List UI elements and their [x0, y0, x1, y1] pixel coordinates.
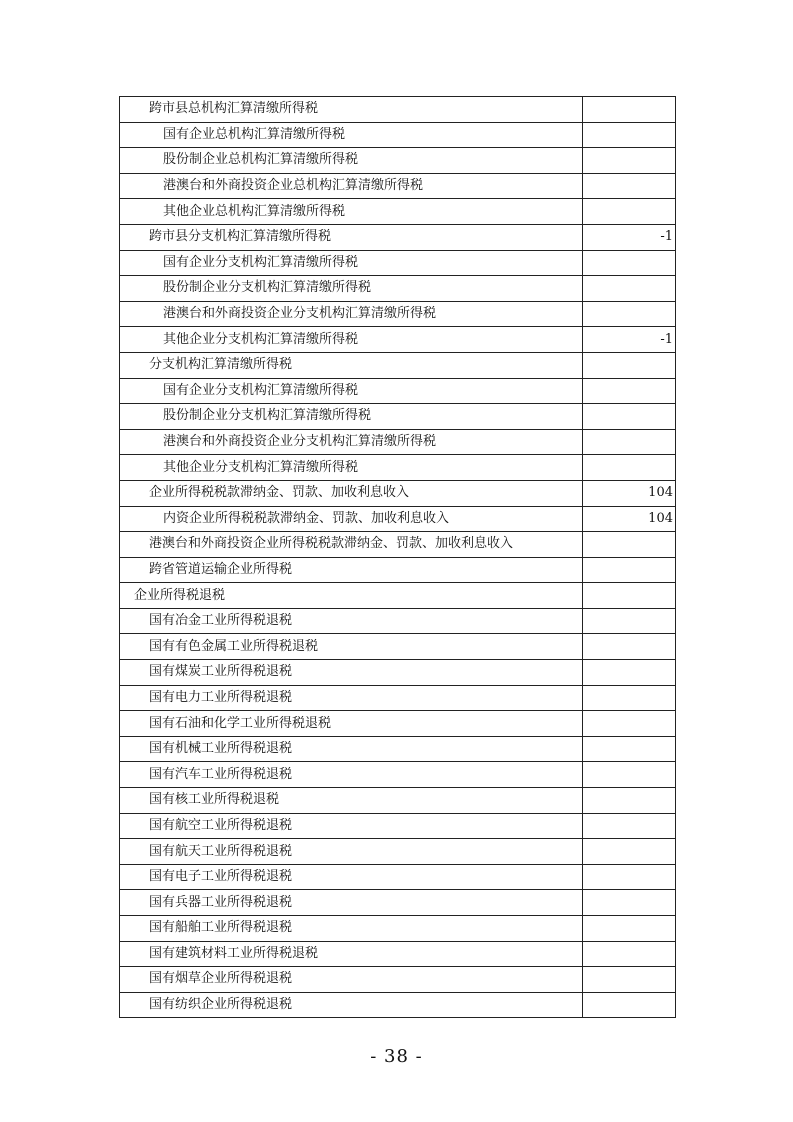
row-label: 国有汽车工业所得税退税	[149, 766, 293, 782]
row-value-cell	[583, 224, 676, 250]
row-label-cell	[120, 941, 583, 967]
row-value-cell	[583, 608, 676, 634]
table-row	[120, 429, 676, 455]
row-value-cell	[583, 967, 676, 993]
row-label-cell	[120, 916, 583, 942]
row-label: 分支机构汇算清缴所得税	[149, 357, 293, 373]
row-value-cell	[583, 839, 676, 865]
row-label-cell	[120, 967, 583, 993]
table-row	[120, 788, 676, 814]
row-value-cell	[583, 685, 676, 711]
table-row	[120, 864, 676, 890]
row-value: 104	[648, 485, 673, 501]
table-row	[120, 967, 676, 993]
row-value-cell	[583, 352, 676, 378]
row-label: 国有企业总机构汇算清缴所得税	[163, 126, 346, 142]
page-number: - 38 -	[370, 1046, 423, 1067]
row-label: 国有核工业所得税退税	[149, 792, 280, 808]
table-row	[120, 634, 676, 660]
row-label-cell	[120, 711, 583, 737]
row-label-cell	[120, 173, 583, 199]
row-value-cell	[583, 992, 676, 1018]
row-label: 港澳台和外商投资企业所得税税款滞纳金、罚款、加收利息收入	[149, 536, 514, 552]
row-label: 跨市县分支机构汇算清缴所得税	[149, 229, 332, 245]
table-row	[120, 557, 676, 583]
table-row	[120, 992, 676, 1018]
table-row	[120, 685, 676, 711]
table-row	[120, 532, 676, 558]
row-label: 企业所得税税款滞纳金、罚款、加收利息收入	[149, 485, 410, 501]
row-label: 跨市县总机构汇算清缴所得税	[149, 101, 319, 117]
row-label-cell	[120, 378, 583, 404]
table-row	[120, 199, 676, 225]
row-value-cell	[583, 557, 676, 583]
row-value-cell	[583, 941, 676, 967]
row-label-cell	[120, 122, 583, 148]
row-label: 跨省管道运输企业所得税	[149, 561, 293, 577]
row-label-cell	[120, 736, 583, 762]
row-value-cell	[583, 890, 676, 916]
row-label-cell	[120, 864, 583, 890]
row-label-cell	[120, 583, 583, 609]
row-value-cell	[583, 404, 676, 430]
table-row	[120, 224, 676, 250]
row-label-cell	[120, 327, 583, 353]
row-value-cell	[583, 276, 676, 302]
table-row	[120, 660, 676, 686]
row-label: 国有企业分支机构汇算清缴所得税	[163, 254, 359, 270]
table-row	[120, 480, 676, 506]
table-row	[120, 916, 676, 942]
row-label-cell	[120, 762, 583, 788]
row-label: 国有航空工业所得税退税	[149, 817, 293, 833]
row-value-cell	[583, 455, 676, 481]
budget-table	[119, 96, 676, 1018]
row-value: 104	[648, 510, 673, 526]
row-value-cell	[583, 864, 676, 890]
row-value-cell	[583, 506, 676, 532]
row-label-cell	[120, 148, 583, 174]
table-row	[120, 352, 676, 378]
table-row	[120, 250, 676, 276]
row-value-cell	[583, 429, 676, 455]
row-value-cell	[583, 97, 676, 123]
row-label: 国有有色金属工业所得税退税	[149, 638, 319, 654]
table-row	[120, 327, 676, 353]
row-label: 股份制企业分支机构汇算清缴所得税	[163, 408, 372, 424]
row-label: 国有烟草企业所得税退税	[149, 971, 293, 987]
row-label-cell	[120, 429, 583, 455]
row-value-cell	[583, 122, 676, 148]
table-row	[120, 890, 676, 916]
row-label: 内资企业所得税税款滞纳金、罚款、加收利息收入	[163, 510, 450, 526]
row-value-cell	[583, 736, 676, 762]
row-label: 国有石油和化学工业所得税退税	[149, 715, 332, 731]
table-row	[120, 404, 676, 430]
row-value-cell	[583, 788, 676, 814]
row-label-cell	[120, 276, 583, 302]
row-label: 国有建筑材料工业所得税退税	[149, 945, 319, 961]
table-row	[120, 301, 676, 327]
table-row	[120, 455, 676, 481]
row-label: 港澳台和外商投资企业分支机构汇算清缴所得税	[163, 434, 437, 450]
row-value-cell	[583, 148, 676, 174]
table-row	[120, 276, 676, 302]
row-label-cell	[120, 455, 583, 481]
row-value-cell	[583, 301, 676, 327]
row-label-cell	[120, 685, 583, 711]
row-value-cell	[583, 660, 676, 686]
row-label-cell	[120, 506, 583, 532]
table-row	[120, 941, 676, 967]
row-value-cell	[583, 327, 676, 353]
row-value: -1	[660, 229, 673, 245]
table-row	[120, 608, 676, 634]
table-row	[120, 736, 676, 762]
table-row	[120, 122, 676, 148]
row-value-cell	[583, 583, 676, 609]
row-label: 国有船舶工业所得税退税	[149, 920, 293, 936]
row-label: 港澳台和外商投资企业总机构汇算清缴所得税	[163, 178, 424, 194]
row-label-cell	[120, 813, 583, 839]
table-row	[120, 839, 676, 865]
row-label-cell	[120, 839, 583, 865]
row-value-cell	[583, 199, 676, 225]
row-label: 企业所得税退税	[134, 587, 226, 603]
table-row	[120, 762, 676, 788]
row-value-cell	[583, 378, 676, 404]
row-label-cell	[120, 608, 583, 634]
row-label: 其他企业分支机构汇算清缴所得税	[163, 459, 359, 475]
table-row	[120, 378, 676, 404]
row-value: -1	[660, 331, 673, 347]
row-label: 国有煤炭工业所得税退税	[149, 664, 293, 680]
row-value-cell	[583, 532, 676, 558]
row-label-cell	[120, 788, 583, 814]
row-value-cell	[583, 916, 676, 942]
table-row	[120, 813, 676, 839]
row-value-cell	[583, 173, 676, 199]
row-label: 国有兵器工业所得税退税	[149, 894, 293, 910]
row-label-cell	[120, 352, 583, 378]
table-row	[120, 97, 676, 123]
row-label-cell	[120, 301, 583, 327]
row-label: 股份制企业总机构汇算清缴所得税	[163, 152, 359, 168]
row-value-cell	[583, 762, 676, 788]
row-label: 其他企业分支机构汇算清缴所得税	[163, 331, 359, 347]
row-value-cell	[583, 634, 676, 660]
row-label: 其他企业总机构汇算清缴所得税	[163, 203, 346, 219]
row-value-cell	[583, 813, 676, 839]
row-label: 港澳台和外商投资企业分支机构汇算清缴所得税	[163, 306, 437, 322]
row-value-cell	[583, 711, 676, 737]
row-label-cell	[120, 97, 583, 123]
table-row	[120, 148, 676, 174]
table-row	[120, 506, 676, 532]
row-label-cell	[120, 660, 583, 686]
row-value-cell	[583, 480, 676, 506]
row-label-cell	[120, 199, 583, 225]
row-label: 股份制企业分支机构汇算清缴所得税	[163, 280, 372, 296]
row-label-cell	[120, 557, 583, 583]
row-label: 国有企业分支机构汇算清缴所得税	[163, 382, 359, 398]
budget-table-body	[120, 97, 676, 1018]
row-label-cell	[120, 634, 583, 660]
row-label: 国有机械工业所得税退税	[149, 741, 293, 757]
row-label: 国有电子工业所得税退税	[149, 869, 293, 885]
row-label: 国有冶金工业所得税退税	[149, 613, 293, 629]
row-label: 国有电力工业所得税退税	[149, 689, 293, 705]
row-label: 国有纺织企业所得税退税	[149, 997, 293, 1013]
row-label-cell	[120, 890, 583, 916]
row-label-cell	[120, 532, 583, 558]
row-label: 国有航天工业所得税退税	[149, 843, 293, 859]
row-label-cell	[120, 224, 583, 250]
table-row	[120, 583, 676, 609]
row-label-cell	[120, 992, 583, 1018]
row-label-cell	[120, 480, 583, 506]
table-row	[120, 173, 676, 199]
row-label-cell	[120, 404, 583, 430]
row-value-cell	[583, 250, 676, 276]
table-row	[120, 711, 676, 737]
row-label-cell	[120, 250, 583, 276]
